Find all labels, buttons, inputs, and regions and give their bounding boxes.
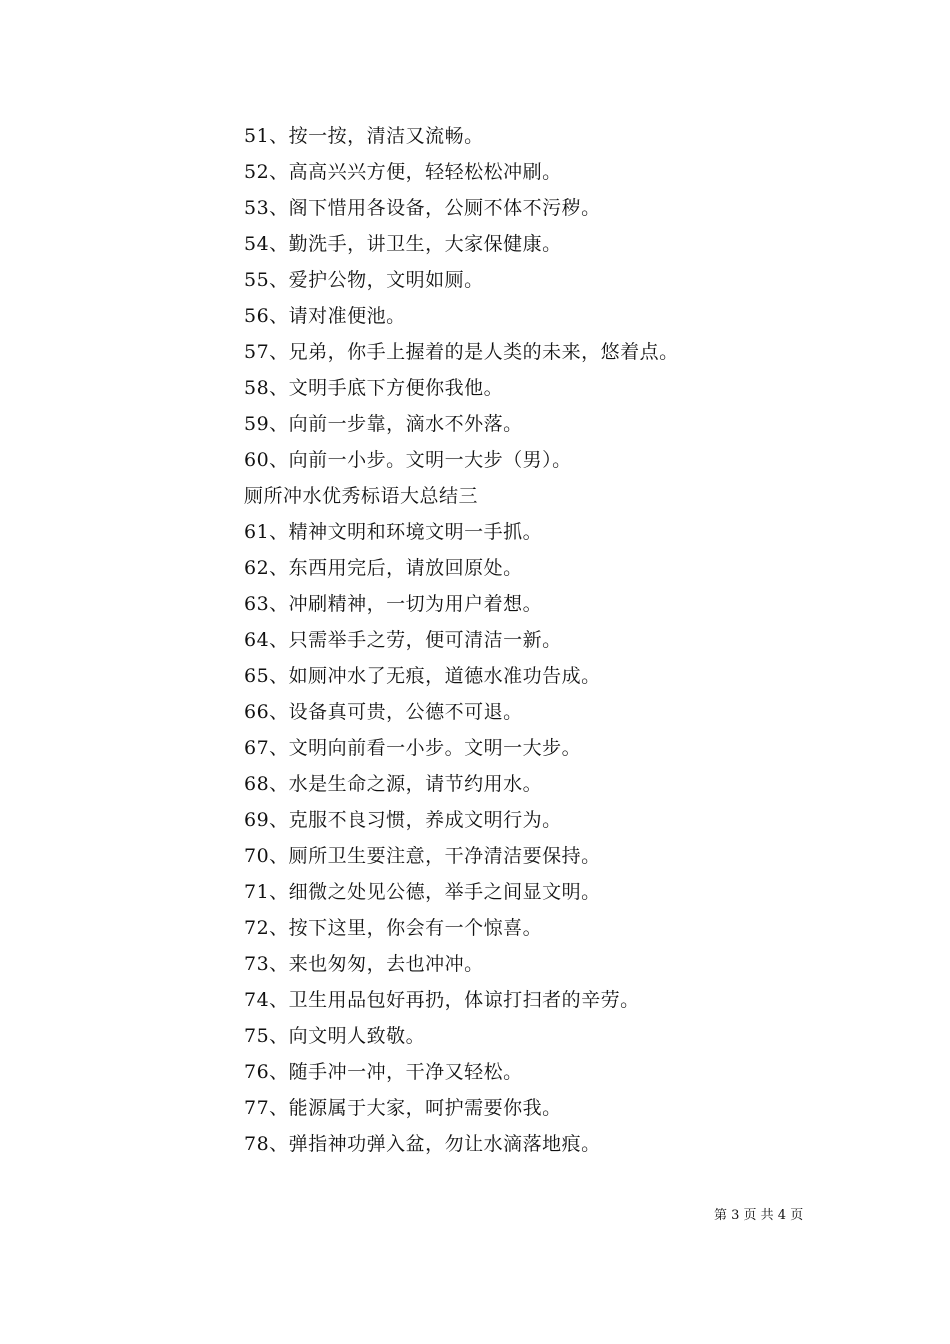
list-item: 67、文明向前看一小步。文明一大步。 — [244, 737, 582, 759]
list-item: 54、勤洗手，讲卫生，大家保健康。 — [244, 233, 562, 255]
list-item: 76、随手冲一冲，干净又轻松。 — [244, 1061, 523, 1083]
list-item: 65、如厕冲水了无痕，道德水准功告成。 — [244, 665, 601, 687]
list-item: 61、精神文明和环境文明一手抓。 — [244, 521, 543, 543]
list-item: 52、高高兴兴方便，轻轻松松冲刷。 — [244, 161, 562, 183]
list-item: 59、向前一步靠，滴水不外落。 — [244, 413, 523, 435]
list-item: 68、水是生命之源，请节约用水。 — [244, 773, 543, 795]
list-item: 75、向文明人致敬。 — [244, 1025, 426, 1047]
list-item: 53、阁下惜用各设备，公厕不体不污秽。 — [244, 197, 601, 219]
list-item: 72、按下这里，你会有一个惊喜。 — [244, 917, 543, 939]
list-item: 62、东西用完后，请放回原处。 — [244, 557, 523, 579]
list-item: 70、厕所卫生要注意，干净清洁要保持。 — [244, 845, 601, 867]
list-item: 60、向前一小步。文明一大步（男）。 — [244, 449, 572, 471]
list-item: 74、卫生用品包好再扔，体谅打扫者的辛劳。 — [244, 989, 640, 1011]
list-item: 71、细微之处见公德，举手之间显文明。 — [244, 881, 601, 903]
list-item: 58、文明手底下方便你我他。 — [244, 377, 504, 399]
list-item: 66、设备真可贵，公德不可退。 — [244, 701, 523, 723]
section-heading: 厕所冲水优秀标语大总结三 — [244, 485, 479, 507]
list-item: 77、能源属于大家，呵护需要你我。 — [244, 1097, 562, 1119]
list-item: 55、爱护公物，文明如厕。 — [244, 269, 484, 291]
list-item: 63、冲刷精神，一切为用户着想。 — [244, 593, 543, 615]
list-item: 73、来也匆匆，去也冲冲。 — [244, 953, 484, 975]
list-item: 51、按一按，清洁又流畅。 — [244, 125, 484, 147]
list-item: 69、克服不良习惯，养成文明行为。 — [244, 809, 562, 831]
slogan-list — [244, 118, 864, 1162]
list-item: 57、兄弟，你手上握着的是人类的未来，悠着点。 — [244, 341, 679, 363]
page-number: 第 3 页 共 4 页 — [714, 1208, 804, 1223]
list-item: 64、只需举手之劳，便可清洁一新。 — [244, 629, 562, 651]
list-item: 56、请对准便池。 — [244, 305, 406, 327]
list-item: 78、弹指神功弹入盆，勿让水滴落地痕。 — [244, 1133, 601, 1155]
